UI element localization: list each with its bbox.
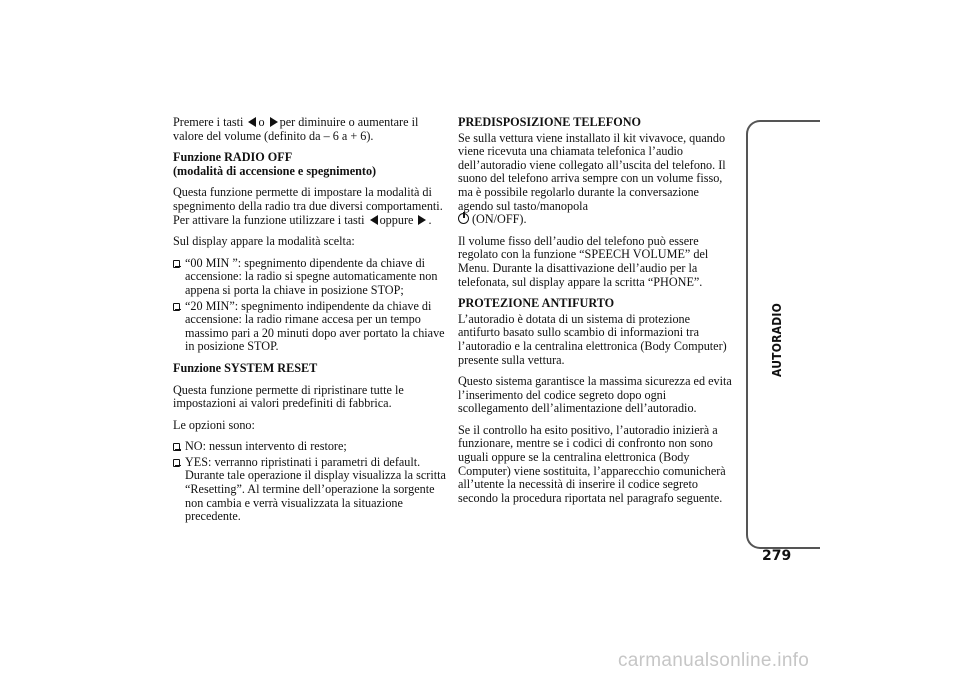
options-paragraph: Le opzioni sono: — [173, 417, 255, 432]
heading-system-reset: Funzione SYSTEM RESET — [173, 360, 318, 375]
telefono-paragraph — [458, 132, 734, 227]
volume-paragraph — [173, 116, 448, 143]
controllo-paragraph: Se il controllo ha esito positivo, l’autoradio inizierà a funzionare, mentre se i codici di confronto non sono uguali oppure se la centralina elettronica (Body Computer) viene sostituita, l’apparecchio comunicherà all’utente la necessità di inserire il codice segreto secondo la procedura riportata nel paragrafo seguente. — [458, 422, 726, 505]
text-fragment: (ON/OFF). — [472, 212, 527, 227]
telefono-volume-paragraph: Il volume fisso dell’audio del telefono può essere regolato con la funzione “SPEECH VOLUME” del Menu. Durante la disattivazione dell’audio per la telefonata, sul display appare la scritta “PHONE”. — [458, 233, 709, 289]
list-item — [173, 456, 448, 524]
heading-telefono: PREDISPOSIZIONE TELEFONO — [458, 115, 641, 129]
chapter-label — [770, 300, 784, 380]
left-arrow-icon — [370, 215, 378, 225]
text-fragment: Se sulla vettura viene installato il kit vivavoce, quando viene ricevuta una chiamata telefonica l’audio dell’autoradio viene collegato all’uscita del telefono. Il suono del telefono arriva sempre con un volume fisso, ma è possibile regolarlo durante la conversazione agendo sul tasto/manopola — [458, 130, 726, 213]
left-arrow-icon — [248, 117, 256, 127]
checkbox-bullet-icon — [173, 459, 180, 467]
heading-radio-off — [173, 151, 448, 178]
list-item — [173, 440, 448, 454]
list-item-text: YES: verranno ripristinati i parametri di default. Durante tale operazione il display visualizza la scritta “Resetting”. Al termine dell’operazione la sorgente non cambia e verrà visualizzata la situazione precedente. — [185, 454, 446, 524]
text-fragment: o — [258, 115, 265, 129]
display-paragraph: Sul display appare la modalità scelta: — [173, 234, 355, 249]
right-arrow-icon — [418, 215, 426, 225]
checkbox-bullet-icon — [173, 443, 180, 451]
system-reset-paragraph: Questa funzione permette di ripristinare tutte le impostazioni ai valori predefiniti di fabbrica. — [173, 382, 404, 411]
text-fragment: Premere i tasti — [173, 115, 244, 129]
right-arrow-icon — [270, 117, 278, 127]
list-item — [173, 300, 448, 354]
heading-antifurto: PROTEZIONE ANTIFURTO — [458, 296, 615, 311]
antifurto-paragraph: L’autoradio è dotata di un sistema di protezione antifurto basato sullo scambio di informazioni tra l’autoradio e la centralina elettronica (Body Computer) presente sulla vettura. — [458, 311, 727, 367]
list-item-text: “20 MIN”: spegnimento indipendente da chiave di accensione: la radio rimane accesa per un tempo massimo pari a 20 minuti dopo aver portato la chiave in posizione STOP. — [185, 298, 445, 354]
text-fragment: oppure — [379, 212, 414, 227]
text-fragment: per diminuire o aumentare il valore del volume (definito da – 6 a + 6). — [173, 115, 419, 143]
right-column — [458, 116, 734, 513]
checkbox-bullet-icon — [173, 303, 180, 311]
system-reset-options-list — [173, 440, 448, 524]
heading-line: Funzione RADIO OFF — [173, 150, 293, 165]
knob-icon — [458, 213, 469, 224]
chapter-label-text: AUTORADIO — [770, 303, 784, 377]
text-fragment: . — [428, 212, 432, 227]
page-number: 279 — [762, 548, 792, 564]
heading-line: (modalità di accensione e spegnimento) — [173, 163, 377, 178]
list-item — [173, 257, 448, 298]
radio-off-paragraph — [173, 186, 448, 227]
watermark: carmanualsonline.info — [618, 650, 810, 671]
left-column — [173, 116, 448, 526]
radio-off-options-list — [173, 257, 448, 354]
sicurezza-paragraph: Questo sistema garantisce la massima sicurezza ed evita l’inserimento del codice segreto dopo ogni scollegamento dell’alimentazione dell’autoradio. — [458, 374, 732, 416]
list-item-text: “00 MIN ”: spegnimento dipendente da chiave di accensione: la radio si spegne automaticamente non appena si porta la chiave in posizione STOP; — [185, 255, 438, 297]
text-fragment: Questa funzione permette di impostare la modalità di spegnimento della radio tra due diversi comportamenti. Per attivare la funzione utilizzare i tasti — [173, 185, 443, 227]
list-item-text: NO: nessun intervento di restore; — [185, 439, 347, 454]
checkbox-bullet-icon — [173, 260, 180, 268]
